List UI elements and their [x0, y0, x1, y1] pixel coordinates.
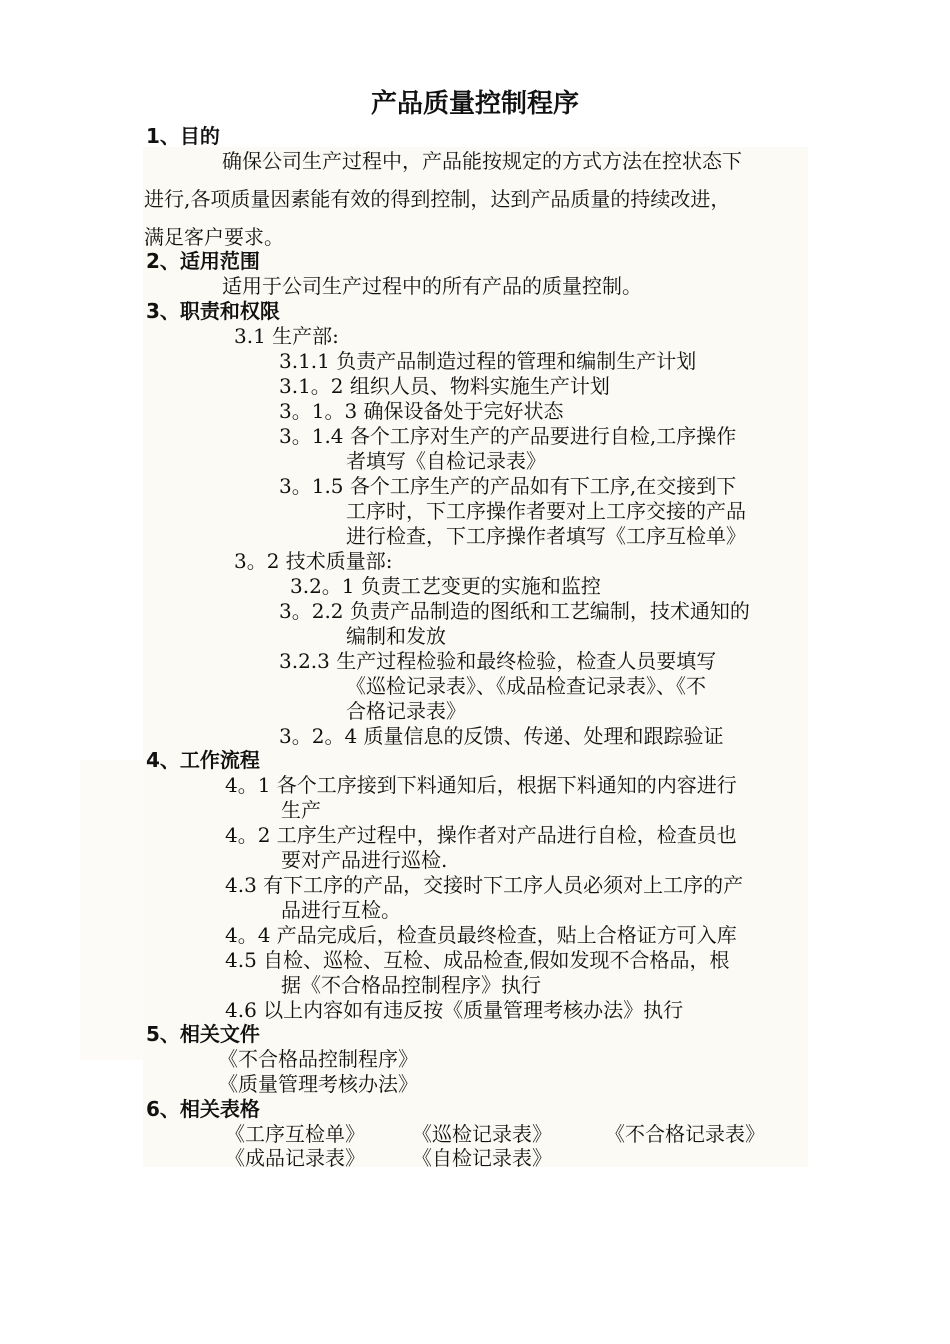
- content-shading-left: [80, 760, 143, 1060]
- section-2-heading: 2、适用范围: [146, 249, 260, 273]
- item-3-2-3-cont-1: 《巡检记录表》、《成品检查记录表》、《不: [346, 674, 706, 698]
- section-6-heading: 6、相关表格: [146, 1097, 260, 1121]
- related-doc-2: 《质量管理考核办法》: [218, 1072, 418, 1096]
- item-3-1-4-cont: 者填写《自检记录表》: [346, 449, 546, 473]
- item-4-3: 4.3 有下工序的产品，交接时下工序人员必须对上工序的产: [225, 873, 744, 897]
- related-form-5: 《自检记录表》: [412, 1146, 552, 1170]
- item-4-3-cont: 品进行互检。: [281, 898, 401, 922]
- section-2-line: 适用于公司生产过程中的所有产品的质量控制。: [222, 274, 642, 298]
- item-3-1-5: 3。1.5 各个工序生产的产品如有下工序,在交接到下: [279, 474, 737, 498]
- subsection-3-2: 3。2 技术质量部:: [234, 549, 393, 573]
- item-3-1-1: 3.1.1 负责产品制造过程的管理和编制生产计划: [279, 349, 697, 373]
- section-4-heading: 4、工作流程: [146, 748, 260, 772]
- item-4-1-cont: 生产: [281, 798, 321, 822]
- item-4-6: 4.6 以上内容如有违反按《质量管理考核办法》执行: [225, 998, 684, 1022]
- item-4-2-cont: 要对产品进行巡检.: [281, 848, 448, 872]
- related-form-1: 《工序互检单》: [225, 1122, 365, 1146]
- section-3-heading: 3、职责和权限: [146, 299, 280, 323]
- section-1-line-1: 确保公司生产过程中，产品能按规定的方式方法在控状态下: [222, 149, 742, 173]
- section-1-line-2: 进行,各项质量因素能有效的得到控制，达到产品质量的持续改进，: [144, 187, 731, 211]
- item-4-5: 4.5 自检、巡检、互检、成品检查,假如发现不合格品，根: [225, 948, 730, 972]
- item-3-2-1: 3.2。1 负责工艺变更的实施和监控: [290, 574, 601, 598]
- item-3-2-3: 3.2.3 生产过程检验和最终检验，检查人员要填写: [279, 649, 717, 673]
- item-4-1: 4。1 各个工序接到下料通知后，根据下料通知的内容进行: [225, 773, 737, 797]
- item-3-2-4: 3。2。4 质量信息的反馈、传递、处理和跟踪验证: [279, 724, 724, 748]
- section-1-heading: 1、目的: [146, 124, 220, 148]
- related-form-2: 《巡检记录表》: [412, 1122, 552, 1146]
- item-3-1-4: 3。1.4 各个工序对生产的产品要进行自检,工序操作: [279, 424, 737, 448]
- subsection-3-1: 3.1 生产部:: [234, 324, 339, 348]
- item-3-1-3: 3。1。3 确保设备处于完好状态: [279, 399, 564, 423]
- item-4-4: 4。4 产品完成后，检查员最终检查，贴上合格证方可入库: [225, 923, 737, 947]
- item-4-2: 4。2 工序生产过程中，操作者对产品进行自检，检查员也: [225, 823, 737, 847]
- related-form-4: 《成品记录表》: [225, 1146, 365, 1170]
- section-5-heading: 5、相关文件: [146, 1022, 260, 1046]
- section-1-line-3: 满足客户要求。: [144, 225, 284, 249]
- item-3-1-5-cont-1: 工序时，下工序操作者要对上工序交接的产品: [346, 499, 746, 523]
- related-form-3: 《不合格记录表》: [605, 1122, 765, 1146]
- item-3-2-3-cont-2: 合格记录表》: [346, 699, 466, 723]
- document-title: 产品质量控制程序: [370, 89, 579, 119]
- item-3-1-5-cont-2: 进行检查，下工序操作者填写《工序互检单》: [346, 524, 746, 548]
- item-3-2-2-cont: 编制和发放: [346, 624, 446, 648]
- related-doc-1: 《不合格品控制程序》: [218, 1047, 418, 1071]
- item-4-5-cont: 据《不合格品控制程序》执行: [281, 973, 541, 997]
- item-3-2-2: 3。2.2 负责产品制造的图纸和工艺编制，技术通知的: [279, 599, 750, 623]
- item-3-1-2: 3.1。2 组织人员、物料实施生产计划: [279, 374, 610, 398]
